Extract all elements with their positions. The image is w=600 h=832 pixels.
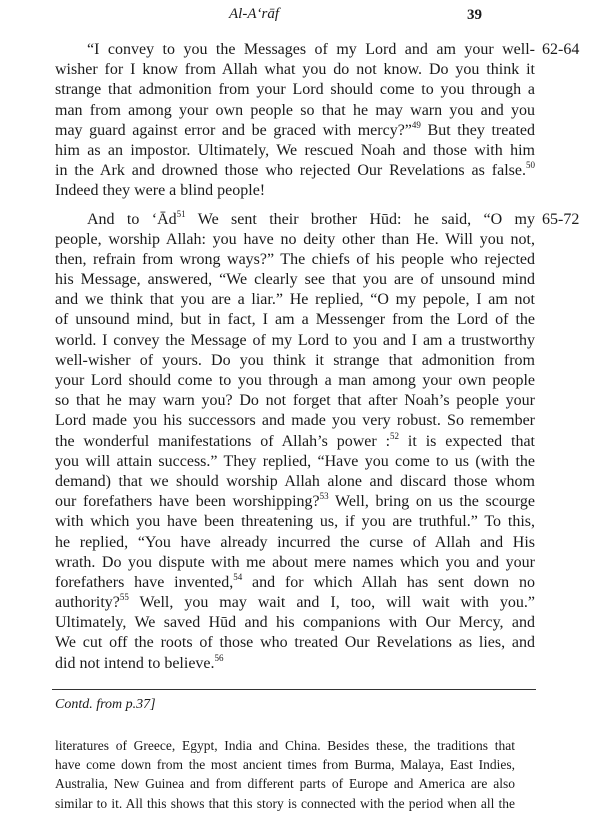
line-text: “I convey to you the Messages of my Lord and am your well- <box>87 41 535 58</box>
verse-reference: 62-64 <box>542 41 580 58</box>
paragraph-verses-65-72 <box>55 208 580 674</box>
text-line <box>55 492 535 512</box>
text-line <box>55 80 535 100</box>
line-text: demand) that we should worship Allah alone and discard those whom <box>55 472 535 490</box>
running-title: Al-A‘rāf <box>229 6 279 22</box>
main-text <box>55 40 580 682</box>
line-text: man from among your own people so that he may warn you and you <box>55 101 535 119</box>
line-text: may guard against error and be graced with mercy?” <box>55 121 412 139</box>
footnote-text <box>55 736 515 813</box>
line-text: and we think that you are a liar.” He replied, “O my pepole, I am not <box>55 291 535 309</box>
line-text-continued: it is expected that <box>399 432 536 450</box>
text-line <box>55 472 535 492</box>
footnote-line: similar to it. All this shows that this story is connected with the period when all the <box>55 795 515 811</box>
text-line <box>55 391 535 411</box>
text-line <box>55 210 535 230</box>
line-text: him as an impostor. Ultimately, We rescued Noah and those with him <box>55 141 535 159</box>
footnote-line: literatures of Greece, Egypt, India and China. Besides these, the traditions that <box>55 738 515 753</box>
text-line <box>55 371 535 391</box>
text-line <box>55 60 535 80</box>
text-line <box>55 230 535 250</box>
text-line <box>55 533 535 553</box>
line-text: And to ‘Ād <box>87 210 177 228</box>
text-line <box>55 432 535 452</box>
line-text: the wonderful manifestations of Allah’s power : <box>55 432 391 450</box>
page-number: 39 <box>467 7 482 23</box>
text-line <box>55 654 535 674</box>
line-text: Lord made you his successors and made you very robust. So remember <box>55 412 535 430</box>
line-text: wrath. Do you dispute with me about mere names which you and your <box>55 553 535 571</box>
line-text: wisher for I know from Allah what you do not know. Do you think it <box>55 61 535 79</box>
paragraph-verses-62-64 <box>55 40 580 202</box>
line-text: with which you have been threatening us, if you are truthful.” To this, <box>55 513 535 531</box>
line-text: We cut off the roots of those who treated Our Revelations as lies, and <box>55 634 535 652</box>
text-line <box>55 270 535 290</box>
line-text: world. I convey the Message of my Lord to you and I am a trustworthy <box>55 331 535 349</box>
text-line <box>55 161 535 181</box>
text-line <box>55 573 535 593</box>
line-text: Indeed they were a blind people! <box>55 182 266 200</box>
line-text: then, refrain from wrong ways?” The chiefs of his people who rejected <box>55 250 535 268</box>
line-text: forefathers have invented, <box>55 573 234 591</box>
footnote-marker[interactable]: 52 <box>390 430 400 441</box>
footnote-divider <box>52 689 536 690</box>
footnote-marker[interactable]: 54 <box>233 571 243 582</box>
line-text: our forefathers have been worshipping? <box>55 493 320 511</box>
footnote-marker[interactable]: 53 <box>319 491 329 502</box>
text-line <box>55 553 535 573</box>
footnote-marker[interactable]: 51 <box>176 208 186 219</box>
text-line <box>55 593 535 613</box>
text-line <box>55 40 535 60</box>
line-text: in the Ark and drowned those who rejected Our Revelations as false. <box>55 162 526 180</box>
running-head <box>0 6 600 26</box>
line-text: well-wisher of yours. Do you think it strange that admonition from <box>55 351 535 369</box>
line-text: people, worship Allah: you have no deity other than He. Will you not, <box>55 230 535 248</box>
footnote-line: have come down from the most ancient times from Burma, Malaya, East Indies, <box>55 757 515 773</box>
footnote-marker[interactable]: 55 <box>119 592 129 603</box>
text-line <box>55 633 535 653</box>
line-text: of unsound mind, but in fact, I am a Messenger from the Lord of the <box>55 311 535 329</box>
footnote-marker[interactable]: 49 <box>411 119 421 130</box>
text-line <box>55 331 535 351</box>
text-line <box>55 613 535 633</box>
line-text: Ultimately, We saved Hūd and his companions with Our Mercy, and <box>55 614 535 632</box>
text-line <box>55 121 535 141</box>
text-line <box>55 411 535 431</box>
text-line <box>55 101 535 121</box>
verse-reference: 65-72 <box>542 210 580 228</box>
continued-from-label: Contd. from p.37] <box>55 697 156 712</box>
line-text-continued: Well, you may wait and I, too, will wait with you.” <box>128 594 535 612</box>
line-text-continued: and for which Allah has sent down no <box>242 573 535 591</box>
line-text: strange that admonition from your Lord should come to you through a <box>55 81 535 99</box>
line-text: did not intend to believe. <box>55 654 215 672</box>
line-text: his Message, answered, “We clearly see that you are of unsound mind <box>55 271 535 289</box>
text-line <box>55 181 535 201</box>
line-text-continued: But they treated <box>420 121 536 139</box>
text-line <box>55 351 535 371</box>
text-line <box>55 512 535 532</box>
line-text-continued: We sent their brother Hūd: he said, “O my <box>185 210 536 228</box>
footnote-marker[interactable]: 50 <box>526 160 535 171</box>
text-line <box>55 452 535 472</box>
footnote-marker[interactable]: 56 <box>214 652 224 663</box>
line-text: he replied, “You have already incurred the curse of Allah and His <box>55 533 535 551</box>
text-line <box>55 290 535 310</box>
line-text: authority? <box>55 594 120 612</box>
line-text-continued: Well, bring on us the scourge <box>328 493 535 511</box>
text-line <box>55 141 535 161</box>
text-line <box>55 250 535 270</box>
footnote-line: Australia, New Guinea and from different parts of Europe and America are also <box>55 776 515 792</box>
line-text: you will attain success.” They replied, “Have you come to us (with the <box>55 452 535 470</box>
line-text: so that he may warn you? Do not forget that after Noah’s people your <box>55 392 535 410</box>
line-text: your Lord should come to you through a man among your own people <box>55 372 535 389</box>
text-line <box>55 310 535 330</box>
